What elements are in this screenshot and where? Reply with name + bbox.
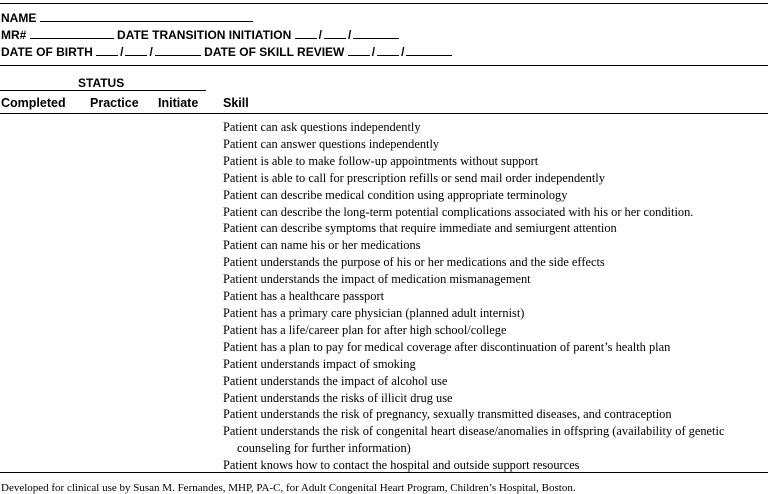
skill-item: Patient can describe the long-term potential complications associated with his or her condition.	[223, 204, 694, 219]
skill-item: Patient can describe medical condition using appropriate terminology	[223, 187, 568, 202]
skill-item: Patient understands the risks of illicit drug use	[223, 390, 453, 405]
column-practice: Practice	[90, 96, 139, 110]
top-rule	[0, 3, 768, 4]
skill-item: Patient understands the risk of pregnancy, sexually transmitted diseases, and contraception	[223, 407, 672, 422]
skill-item: Patient understands the impact of medication mismanagement	[223, 272, 531, 287]
dob-row: DATE OF BIRTH / / DATE OF SKILL REVIEW / /	[1, 43, 452, 59]
skill-item: Patient has a plan to pay for medical coverage after discontinuation of parent’s health plan	[223, 339, 671, 354]
mr-field[interactable]	[30, 26, 114, 39]
mr-row: MR# DATE TRANSITION INITIATION / /	[1, 26, 399, 42]
name-row	[1, 9, 253, 25]
skill-item: Patient is able to call for prescription refills or send mail order independently	[223, 170, 605, 185]
column-initiate: Initiate	[158, 96, 199, 110]
skill-item: Patient can describe symptoms that require immediate and semiurgent attention	[223, 221, 617, 236]
dob-month-field[interactable]	[96, 43, 118, 56]
column-completed: Completed	[1, 96, 66, 110]
skill-item: Patient knows how to contact the hospital and outside support resources	[223, 458, 580, 473]
date-review-label: DATE OF SKILL REVIEW	[204, 45, 345, 59]
skill-item: Patient understands the impact of alcohol use	[223, 373, 448, 388]
skill-item: Patient understands the purpose of his or her medications and the side effects	[223, 255, 605, 270]
status-underline	[0, 90, 206, 91]
skill-item: Patient has a healthcare passport	[223, 289, 385, 304]
date-transition-label: DATE TRANSITION INITIATION	[117, 28, 292, 42]
header-divider	[0, 65, 768, 66]
name-field[interactable]	[40, 9, 253, 22]
skill-item: Patient has a life/career plan for after high school/college	[223, 322, 507, 337]
mr-label: MR#	[1, 28, 27, 42]
table-header-rule	[0, 113, 768, 114]
skill-item: Patient understands the risk of congenital heart disease/anomalies in offspring (availability of genetic counseling for further information)	[223, 424, 725, 456]
transition-month-field[interactable]	[295, 26, 317, 39]
review-month-field[interactable]	[348, 43, 370, 56]
skills-list	[223, 119, 768, 474]
dob-day-field[interactable]	[125, 43, 147, 56]
footer-credit: Developed for clinical use by Susan M. Fernandes, MHP, PA-C, for Adult Congenital Heart Program, Children’s Hospital, Boston.	[1, 482, 576, 494]
transition-year-field[interactable]	[353, 26, 399, 39]
transition-day-field[interactable]	[324, 26, 346, 39]
table-bottom-rule	[0, 472, 768, 473]
column-skill: Skill	[223, 96, 249, 110]
dob-label: DATE OF BIRTH	[1, 45, 93, 59]
skill-item: Patient can answer questions independently	[223, 136, 440, 151]
skill-item: Patient can ask questions independently	[223, 120, 421, 134]
status-label: STATUS	[78, 76, 125, 90]
skill-item: Patient has a primary care physician (planned adult internist)	[223, 305, 525, 320]
skill-item: Patient is able to make follow-up appointments without support	[223, 153, 539, 168]
dob-year-field[interactable]	[155, 43, 201, 56]
skill-item: Patient understands impact of smoking	[223, 356, 416, 371]
name-label: NAME	[1, 11, 37, 25]
review-year-field[interactable]	[406, 43, 452, 56]
skill-item: Patient can name his or her medications	[223, 238, 421, 253]
review-day-field[interactable]	[377, 43, 399, 56]
